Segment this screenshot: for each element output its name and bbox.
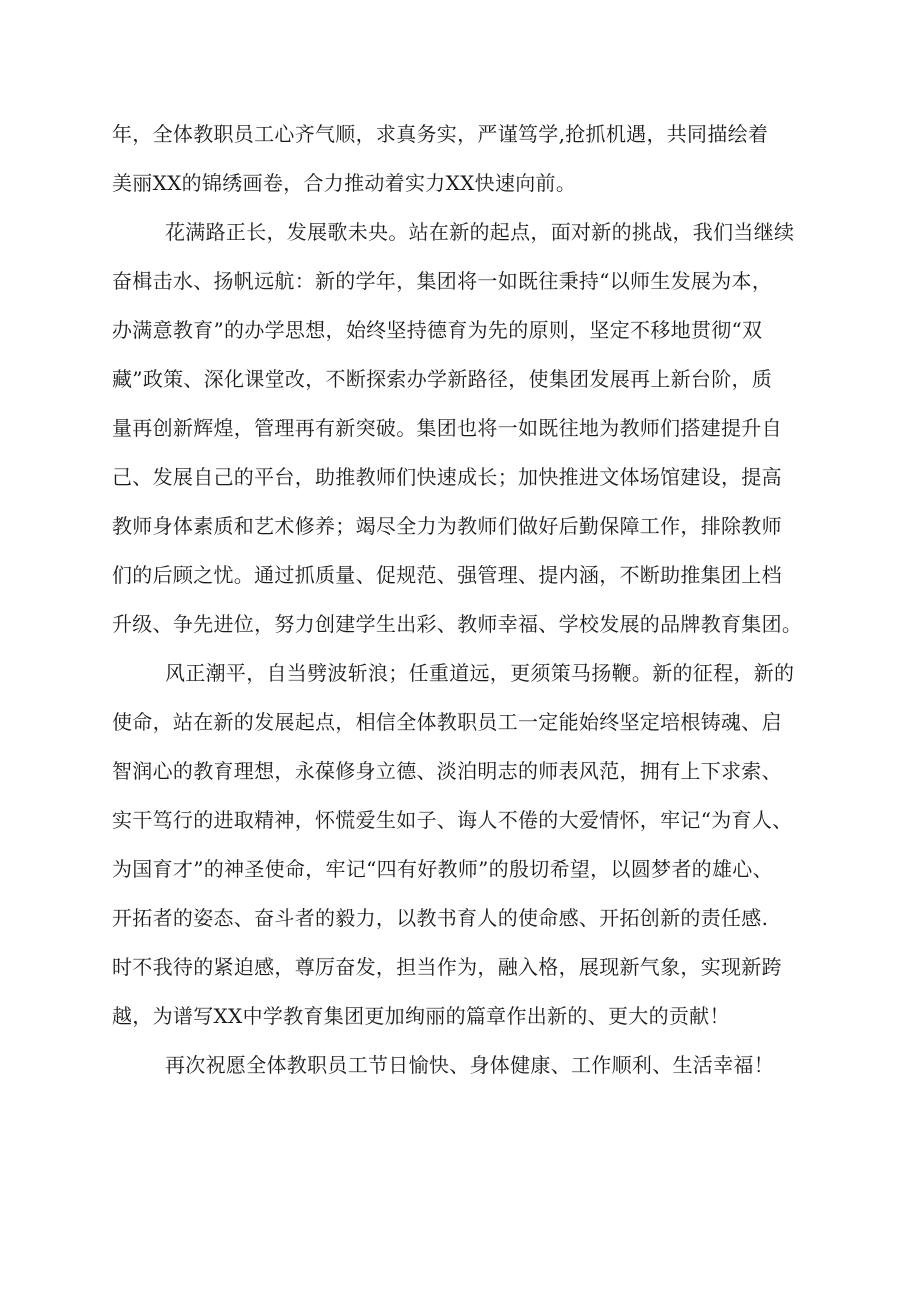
paragraph-line: 升级、争先进位，努力创建学生出彩、教师幸福、学校发展的品牌教育集团。 [112, 612, 803, 636]
paragraph-line: 智润心的教育理想，永葆修身立德、淡泊明志的师表风范，拥有上下求索、 [112, 759, 782, 783]
paragraph-line: 藏”政策、深化课堂改，不断探索办学新路径，使集团发展再上新台阶，质 [112, 367, 773, 391]
paragraph-line: 再次祝愿全体教职员工节日愉快、身体健康、工作顺利、生活幸福！ [165, 1053, 774, 1077]
paragraph-line: 花满路正长，发展歌未央。站在新的起点，面对新的挑战，我们当继续 [165, 220, 795, 244]
paragraph-line: 年，全体教职员工心齐气顺，求真务实，严谨笃学,抢抓机遇，共同描绘着 [112, 122, 769, 146]
paragraph-line: 美丽XX的锦绣画卷，合力推动着实力XX快速向前。 [112, 171, 577, 195]
paragraph-line: 己、发展自己的平台，助推教师们快速成长；加快推进文体场馆建设，提高 [112, 465, 782, 489]
paragraph-line: 办满意教育”的办学思想，始终坚持德育为先的原则，坚定不移地贯彻“双 [112, 318, 763, 342]
paragraph-line: 风正潮平，自当劈波斩浪；任重道远，更须策马扬鞭。新的征程，新的 [165, 661, 795, 685]
paragraph-line: 教师身体素质和艺术修养；竭尽全力为教师们做好后勤保障工作，排除教师 [112, 514, 782, 538]
paragraph-line: 们的后顾之忧。通过抓质量、促规范、强管理、提内涵，不断助推集团上档 [112, 563, 782, 587]
paragraph-line: 为国育才”的神圣使命，牢记“四有好教师”的殷切希望，以圆梦者的雄心、 [112, 857, 773, 881]
paragraph-line: 奋楫击水、扬帆远航：新的学年，集团将一如既往秉持“以师生发展为本， [112, 269, 773, 293]
paragraph-line: 开拓者的姿态、奋斗者的毅力，以教书育人的使命感、开拓创新的责任感. [112, 906, 769, 930]
paragraph-line: 越，为谱写XX中学教育集团更加绚丽的篇章作出新的、更大的贡献！ [112, 1004, 730, 1028]
paragraph-line: 时不我待的紧迫感，尊厉奋发，担当作为，融入格，展现新气象，实现新跨 [112, 955, 782, 979]
paragraph-line: 实干笃行的进取精神，怀慌爱生如子、诲人不倦的大爱情怀，牢记“为育人、 [112, 808, 793, 832]
paragraph-line: 使命，站在新的发展起点，相信全体教职员工一定能始终坚定培根铸魂、启 [112, 710, 782, 734]
paragraph-line: 量再创新辉煌，管理再有新突破。集团也将一如既往地为教师们搭建提升自 [112, 416, 782, 440]
